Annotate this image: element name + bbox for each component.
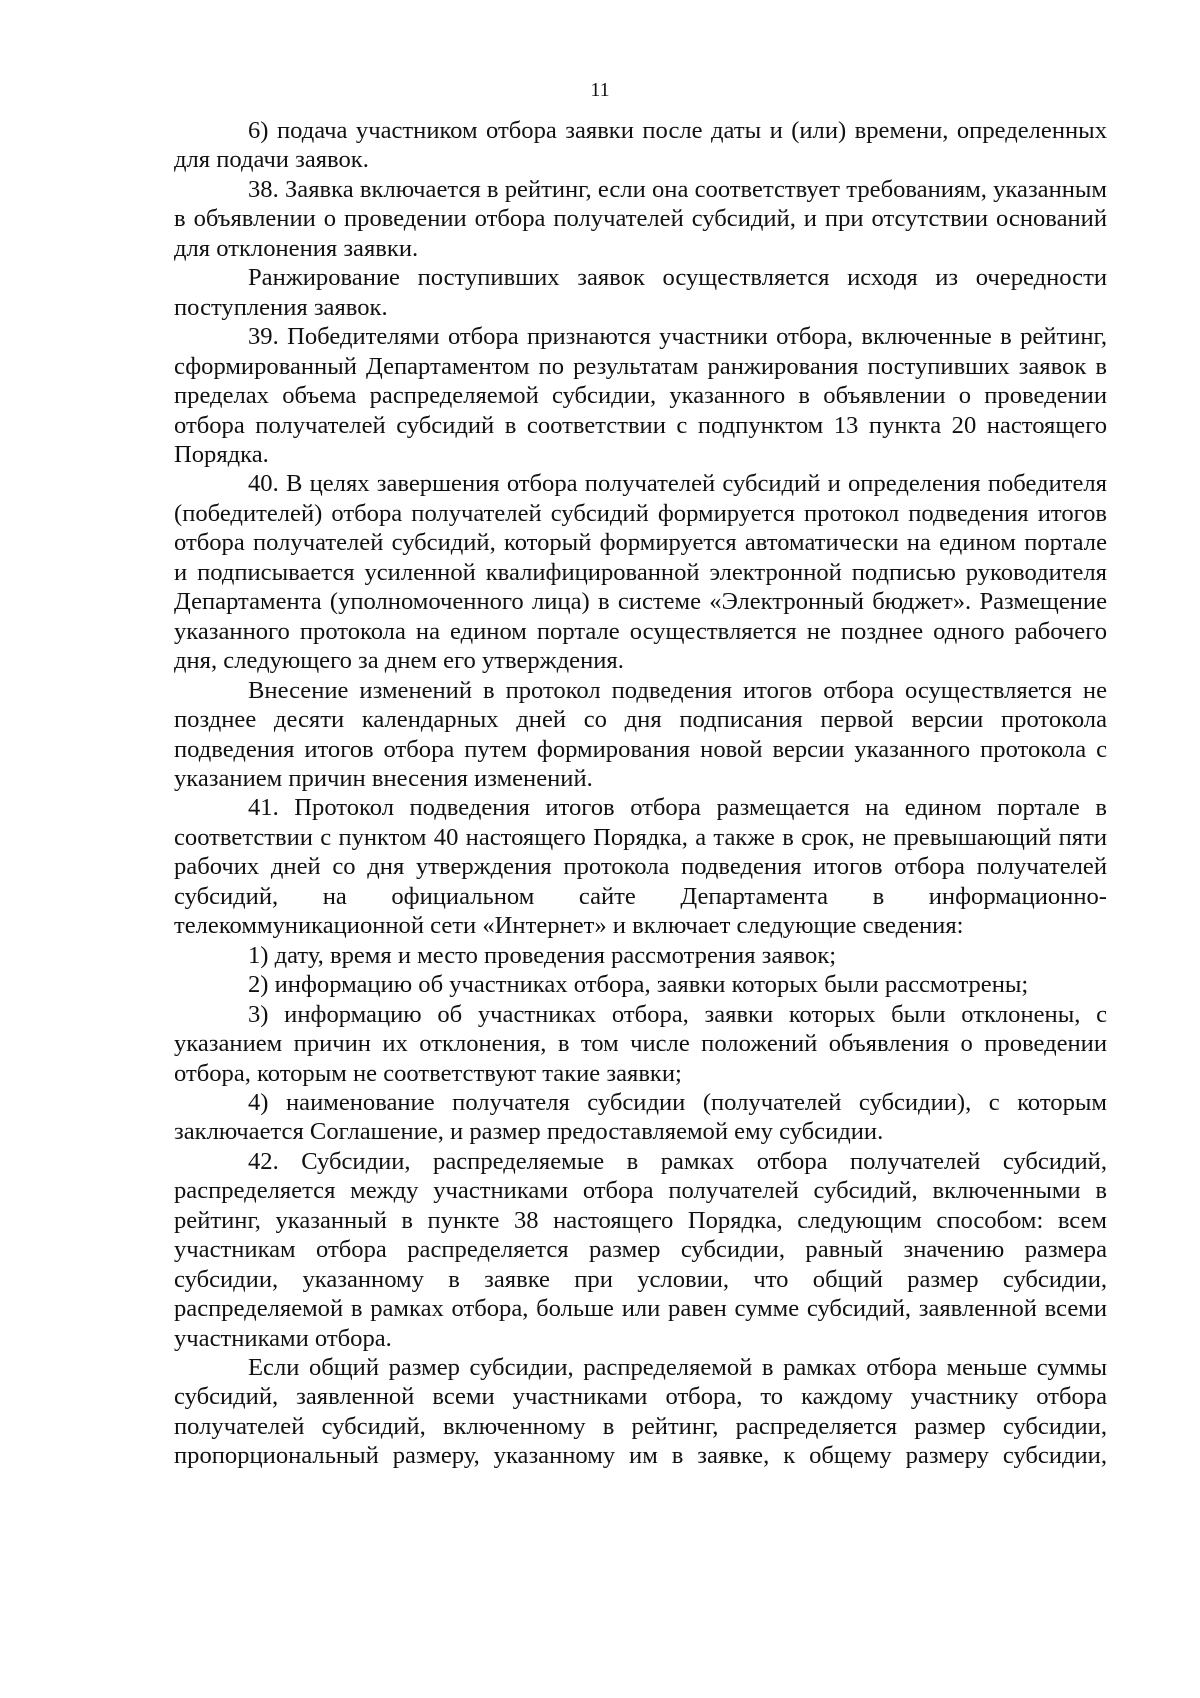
- paragraph-item-2: 2) информацию об участниках отбора, заявки которых были рассмотрены;: [248, 971, 1029, 999]
- paragraph-proportional-distribution: Если общий размер субсидии, распределяемой в рамках отбора меньше суммы субсидий, заявленной всеми участниками отбора, то каждому участнику отбора получателей субсидий, включенному в рейтинг, распределяется размер субсидии, пропорциональный размеру, указанному им в заявке, к общему размеру субсидии,: [174, 1354, 1107, 1470]
- page-number: 11: [590, 79, 610, 101]
- paragraph-clause-42: 42. Субсидии, распределяемые в рамках отбора получателей субсидий, распределяется между участниками отбора получателей субсидий, включенными в рейтинг, указанный в пункте 38 настоящего Порядка, следующим способом: всем участникам отбора распределяется размер субсидии, равный значению размера субсидии, указанному в заявке при условии, что общий размер субсидии, распределяемой в рамках отбора, больше или равен сумме субсидий, заявленной всеми участниками отбора.: [174, 1147, 1107, 1352]
- paragraph-ranking: Ранжирование поступивших заявок осуществляется исходя из очередности поступления заявок.: [174, 264, 1107, 321]
- paragraph-protocol-changes: Внесение изменений в протокол подведения итогов отбора осуществляется не позднее десяти календарных дней со дня подписания первой версии протокола подведения итогов отбора путем формирования новой версии указанного протокола с указанием причин внесения изменений.: [174, 676, 1107, 792]
- paragraph-item-4: 4) наименование получателя субсидии (получателей субсидии), с которым заключается Соглашение, и размер предоставляемой ему субсидии.: [174, 1088, 1107, 1146]
- paragraph-clause-38: 38. Заявка включается в рейтинг, если она соответствует требованиям, указанным в объявлении о проведении отбора получателей субсидий, и при отсутствии оснований для отклонения заявки.: [174, 175, 1107, 262]
- paragraph-item-6: 6) подача участником отбора заявки после даты и (или) времени, определенных для подачи заявок.: [174, 117, 1107, 174]
- paragraph-clause-39: 39. Победителями отбора признаются участники отбора, включенные в рейтинг, сформированный Департаментом по результатам ранжирования поступивших заявок в пределах объема распределяемой субсидии, указанного в объявлении о проведении отбора получателей субсидий в соответствии с подпунктом 13 пункта 20 настоящего Порядка.: [174, 323, 1107, 468]
- paragraph-clause-40: 40. В целях завершения отбора получателей субсидий и определения победителя (победителей) отбора получателей субсидий формируется протокол подведения итогов отбора получателей субсидий, который формируется автоматически на едином портале и подписывается усиленной квалифицированной электронной подписью руководителя Департамента (уполномоченного лица) в системе «Электронный бюджет». Размещение указанного протокола на едином портале осуществляется не позднее одного рабочего дня, следующего за днем его утверждения.: [174, 470, 1107, 675]
- paragraph-clause-41: 41. Протокол подведения итогов отбора размещается на едином портале в соответствии с пунктом 40 настоящего Порядка, а также в срок, не превышающий пяти рабочих дней со дня утверждения протокола подведения итогов отбора получателей субсидий, на официальном сайте Департамента в информационно-телекоммуникационной сети «Интернет» и включает следующие сведения:: [174, 794, 1107, 940]
- document-body: [174, 116, 1107, 1471]
- paragraph-item-3: 3) информацию об участниках отбора, заявки которых были отклонены, с указанием причин их отклонения, в том числе положений объявления о проведении отбора, которым не соответствуют такие заявки;: [174, 1000, 1107, 1087]
- paragraph-item-1: 1) дату, время и место проведения рассмотрения заявок;: [248, 941, 837, 969]
